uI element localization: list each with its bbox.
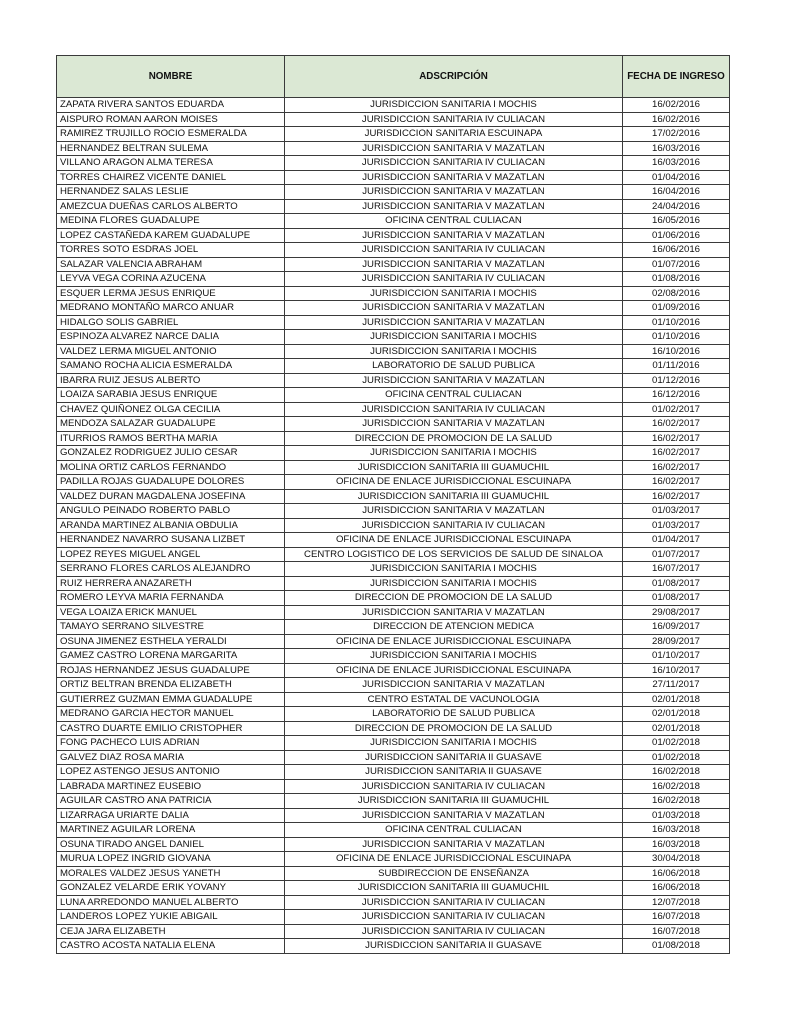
cell-nombre: MEDINA FLORES GUADALUPE [57,214,285,229]
cell-nombre: LOPEZ REYES MIGUEL ANGEL [57,547,285,562]
cell-nombre: LOPEZ ASTENGO JESUS ANTONIO [57,765,285,780]
cell-adscripcion: DIRECCION DE PROMOCION DE LA SALUD [285,431,623,446]
cell-fecha-de-ingreso: 16/07/2018 [623,924,730,939]
cell-fecha-de-ingreso: 01/10/2016 [623,315,730,330]
cell-adscripcion: SUBDIRECCION DE ENSEÑANZA [285,866,623,881]
table-row [57,489,730,504]
cell-nombre: GONZALEZ RODRIGUEZ JULIO CESAR [57,446,285,461]
cell-adscripcion: JURISDICCION SANITARIA I MOCHIS [285,286,623,301]
cell-fecha-de-ingreso: 02/01/2018 [623,692,730,707]
cell-fecha-de-ingreso: 01/12/2016 [623,373,730,388]
table-row [57,301,730,316]
table-row [57,199,730,214]
cell-nombre: AMEZCUA DUEÑAS CARLOS ALBERTO [57,199,285,214]
cell-nombre: HERNANDEZ BELTRAN SULEMA [57,141,285,156]
cell-adscripcion: JURISDICCION SANITARIA V MAZATLAN [285,605,623,620]
cell-nombre: MARTINEZ AGUILAR LORENA [57,823,285,838]
table-row [57,156,730,171]
table-row [57,272,730,287]
cell-fecha-de-ingreso: 16/03/2016 [623,141,730,156]
cell-fecha-de-ingreso: 01/11/2016 [623,359,730,374]
table-row [57,866,730,881]
table-row [57,736,730,751]
table-row [57,707,730,722]
cell-adscripcion: JURISDICCION SANITARIA I MOCHIS [285,330,623,345]
cell-fecha-de-ingreso: 01/06/2016 [623,228,730,243]
cell-adscripcion: OFICINA DE ENLACE JURISDICCIONAL ESCUINAPA [285,533,623,548]
cell-fecha-de-ingreso: 30/04/2018 [623,852,730,867]
cell-nombre: SALAZAR VALENCIA ABRAHAM [57,257,285,272]
cell-adscripcion: JURISDICCION SANITARIA IV CULIACAN [285,243,623,258]
table-row [57,518,730,533]
cell-fecha-de-ingreso: 16/02/2018 [623,794,730,809]
cell-nombre: ZAPATA RIVERA SANTOS EDUARDA [57,98,285,113]
table-row [57,678,730,693]
cell-fecha-de-ingreso: 16/06/2018 [623,866,730,881]
cell-nombre: VEGA LOAIZA ERICK MANUEL [57,605,285,620]
cell-adscripcion: LABORATORIO DE SALUD PUBLICA [285,707,623,722]
table-row [57,359,730,374]
cell-nombre: MURUA LOPEZ INGRID GIOVANA [57,852,285,867]
cell-fecha-de-ingreso: 16/06/2016 [623,243,730,258]
cell-nombre: PADILLA ROJAS GUADALUPE DOLORES [57,475,285,490]
cell-adscripcion: JURISDICCION SANITARIA IV CULIACAN [285,779,623,794]
cell-fecha-de-ingreso: 16/07/2018 [623,910,730,925]
table-row [57,649,730,664]
table-row [57,794,730,809]
cell-nombre: MOLINA ORTIZ CARLOS FERNANDO [57,460,285,475]
table-row [57,475,730,490]
cell-nombre: ANGULO PEINADO ROBERTO PABLO [57,504,285,519]
cell-adscripcion: JURISDICCION SANITARIA III GUAMUCHIL [285,460,623,475]
cell-fecha-de-ingreso: 16/10/2016 [623,344,730,359]
cell-nombre: TORRES SOTO ESDRAS JOEL [57,243,285,258]
cell-fecha-de-ingreso: 28/09/2017 [623,634,730,649]
table-row [57,620,730,635]
cell-fecha-de-ingreso: 16/06/2018 [623,881,730,896]
table-row [57,243,730,258]
cell-adscripcion: JURISDICCION SANITARIA I MOCHIS [285,98,623,113]
cell-adscripcion: JURISDICCION SANITARIA V MAZATLAN [285,373,623,388]
cell-nombre: LIZARRAGA URIARTE DALIA [57,808,285,823]
cell-adscripcion: JURISDICCION SANITARIA IV CULIACAN [285,910,623,925]
cell-adscripcion: JURISDICCION SANITARIA IV CULIACAN [285,272,623,287]
personnel-table [56,55,730,954]
cell-nombre: CEJA JARA ELIZABETH [57,924,285,939]
table-row [57,446,730,461]
cell-nombre: ESPINOZA ALVAREZ NARCE DALIA [57,330,285,345]
cell-fecha-de-ingreso: 27/11/2017 [623,678,730,693]
cell-adscripcion: JURISDICCION SANITARIA IV CULIACAN [285,895,623,910]
cell-adscripcion: OFICINA CENTRAL CULIACAN [285,388,623,403]
cell-nombre: LEYVA VEGA CORINA AZUCENA [57,272,285,287]
cell-adscripcion: JURISDICCION SANITARIA V MAZATLAN [285,504,623,519]
cell-nombre: MEDRANO GARCIA HECTOR MANUEL [57,707,285,722]
cell-adscripcion: JURISDICCION SANITARIA IV CULIACAN [285,924,623,939]
table-row [57,808,730,823]
cell-nombre: LOAIZA SARABIA JESUS ENRIQUE [57,388,285,403]
cell-adscripcion: JURISDICCION SANITARIA ESCUINAPA [285,127,623,142]
cell-nombre: LUNA ARREDONDO MANUEL ALBERTO [57,895,285,910]
table-header-row [57,56,730,98]
cell-fecha-de-ingreso: 16/02/2018 [623,765,730,780]
cell-fecha-de-ingreso: 16/12/2016 [623,388,730,403]
cell-fecha-de-ingreso: 16/02/2017 [623,431,730,446]
cell-fecha-de-ingreso: 16/02/2016 [623,98,730,113]
cell-fecha-de-ingreso: 02/01/2018 [623,707,730,722]
cell-adscripcion: JURISDICCION SANITARIA I MOCHIS [285,562,623,577]
cell-adscripcion: JURISDICCION SANITARIA V MAZATLAN [285,199,623,214]
cell-nombre: RAMIREZ TRUJILLO ROCIO ESMERALDA [57,127,285,142]
cell-fecha-de-ingreso: 02/08/2016 [623,286,730,301]
cell-fecha-de-ingreso: 01/08/2016 [623,272,730,287]
cell-nombre: MEDRANO MONTAÑO MARCO ANUAR [57,301,285,316]
cell-nombre: CHAVEZ QUIÑONEZ OLGA CECILIA [57,402,285,417]
table-row [57,663,730,678]
table-row [57,634,730,649]
cell-nombre: TORRES CHAIREZ VICENTE DANIEL [57,170,285,185]
cell-nombre: MORALES VALDEZ JESUS YANETH [57,866,285,881]
cell-fecha-de-ingreso: 01/08/2018 [623,939,730,954]
table-row [57,344,730,359]
table-body [57,98,730,954]
cell-adscripcion: OFICINA DE ENLACE JURISDICCIONAL ESCUINAPA [285,852,623,867]
cell-adscripcion: JURISDICCION SANITARIA I MOCHIS [285,649,623,664]
cell-nombre: ORTIZ BELTRAN BRENDA ELIZABETH [57,678,285,693]
cell-fecha-de-ingreso: 17/02/2016 [623,127,730,142]
table-row [57,315,730,330]
cell-adscripcion: JURISDICCION SANITARIA V MAZATLAN [285,257,623,272]
cell-nombre: ARANDA MARTINEZ ALBANIA OBDULIA [57,518,285,533]
cell-fecha-de-ingreso: 16/02/2017 [623,446,730,461]
cell-nombre: HERNANDEZ SALAS LESLIE [57,185,285,200]
cell-nombre: CASTRO DUARTE EMILIO CRISTOPHER [57,721,285,736]
cell-fecha-de-ingreso: 01/09/2016 [623,301,730,316]
cell-nombre: HIDALGO SOLIS GABRIEL [57,315,285,330]
table-row [57,214,730,229]
cell-fecha-de-ingreso: 01/10/2017 [623,649,730,664]
cell-fecha-de-ingreso: 16/02/2017 [623,460,730,475]
cell-adscripcion: JURISDICCION SANITARIA III GUAMUCHIL [285,881,623,896]
cell-fecha-de-ingreso: 29/08/2017 [623,605,730,620]
cell-nombre: SAMANO ROCHA ALICIA ESMERALDA [57,359,285,374]
table-row [57,257,730,272]
header-fecha-de-ingreso: FECHA DE INGRESO [623,56,730,98]
cell-nombre: AISPURO ROMAN AARON MOISES [57,112,285,127]
cell-adscripcion: JURISDICCION SANITARIA II GUASAVE [285,750,623,765]
table-row [57,112,730,127]
cell-adscripcion: LABORATORIO DE SALUD PUBLICA [285,359,623,374]
cell-adscripcion: JURISDICCION SANITARIA V MAZATLAN [285,315,623,330]
cell-nombre: LABRADA MARTINEZ EUSEBIO [57,779,285,794]
cell-fecha-de-ingreso: 16/10/2017 [623,663,730,678]
cell-fecha-de-ingreso: 01/08/2017 [623,576,730,591]
cell-adscripcion: JURISDICCION SANITARIA V MAZATLAN [285,301,623,316]
cell-adscripcion: JURISDICCION SANITARIA V MAZATLAN [285,837,623,852]
cell-nombre: OSUNA TIRADO ANGEL DANIEL [57,837,285,852]
table-row [57,895,730,910]
cell-adscripcion: JURISDICCION SANITARIA V MAZATLAN [285,808,623,823]
cell-adscripcion: JURISDICCION SANITARIA V MAZATLAN [285,141,623,156]
cell-nombre: VALDEZ LERMA MIGUEL ANTONIO [57,344,285,359]
table-row [57,910,730,925]
table-row [57,605,730,620]
cell-fecha-de-ingreso: 16/02/2016 [623,112,730,127]
cell-adscripcion: CENTRO LOGISTICO DE LOS SERVICIOS DE SALUD DE SINALOA [285,547,623,562]
cell-adscripcion: JURISDICCION SANITARIA I MOCHIS [285,446,623,461]
cell-fecha-de-ingreso: 01/03/2018 [623,808,730,823]
cell-adscripcion: CENTRO ESTATAL DE VACUNOLOGIA [285,692,623,707]
cell-adscripcion: JURISDICCION SANITARIA III GUAMUCHIL [285,489,623,504]
cell-fecha-de-ingreso: 16/03/2018 [623,837,730,852]
cell-fecha-de-ingreso: 24/04/2016 [623,199,730,214]
cell-nombre: ITURRIOS RAMOS BERTHA MARIA [57,431,285,446]
cell-nombre: OSUNA JIMENEZ ESTHELA YERALDI [57,634,285,649]
table-row [57,779,730,794]
cell-adscripcion: JURISDICCION SANITARIA III GUAMUCHIL [285,794,623,809]
cell-fecha-de-ingreso: 02/01/2018 [623,721,730,736]
cell-adscripcion: JURISDICCION SANITARIA V MAZATLAN [285,170,623,185]
table-row [57,823,730,838]
table-row [57,98,730,113]
table-row [57,185,730,200]
table-row [57,141,730,156]
table-row [57,373,730,388]
table-row [57,576,730,591]
cell-nombre: LOPEZ CASTAÑEDA KAREM GUADALUPE [57,228,285,243]
header-nombre: NOMBRE [57,56,285,98]
cell-nombre: VALDEZ DURAN MAGDALENA JOSEFINA [57,489,285,504]
table-row [57,939,730,954]
cell-fecha-de-ingreso: 12/07/2018 [623,895,730,910]
cell-adscripcion: OFICINA CENTRAL CULIACAN [285,214,623,229]
cell-fecha-de-ingreso: 01/03/2017 [623,518,730,533]
cell-fecha-de-ingreso: 01/03/2017 [623,504,730,519]
cell-fecha-de-ingreso: 01/04/2017 [623,533,730,548]
cell-fecha-de-ingreso: 16/03/2018 [623,823,730,838]
cell-nombre: HERNANDEZ NAVARRO SUSANA LIZBET [57,533,285,548]
table-row [57,721,730,736]
cell-fecha-de-ingreso: 16/02/2017 [623,417,730,432]
cell-fecha-de-ingreso: 01/02/2018 [623,750,730,765]
cell-adscripcion: JURISDICCION SANITARIA IV CULIACAN [285,518,623,533]
cell-fecha-de-ingreso: 01/07/2017 [623,547,730,562]
table-row [57,417,730,432]
cell-fecha-de-ingreso: 16/05/2016 [623,214,730,229]
cell-adscripcion: JURISDICCION SANITARIA IV CULIACAN [285,402,623,417]
table-row [57,330,730,345]
cell-adscripcion: JURISDICCION SANITARIA V MAZATLAN [285,228,623,243]
cell-fecha-de-ingreso: 16/02/2018 [623,779,730,794]
cell-adscripcion: JURISDICCION SANITARIA V MAZATLAN [285,417,623,432]
cell-adscripcion: JURISDICCION SANITARIA I MOCHIS [285,576,623,591]
cell-nombre: RUIZ HERRERA ANAZARETH [57,576,285,591]
cell-fecha-de-ingreso: 16/02/2017 [623,489,730,504]
cell-nombre: GALVEZ DIAZ ROSA MARIA [57,750,285,765]
cell-nombre: AGUILAR CASTRO ANA PATRICIA [57,794,285,809]
cell-fecha-de-ingreso: 01/07/2016 [623,257,730,272]
table-row [57,388,730,403]
cell-fecha-de-ingreso: 01/02/2018 [623,736,730,751]
cell-nombre: ROMERO LEYVA MARIA FERNANDA [57,591,285,606]
cell-fecha-de-ingreso: 01/04/2016 [623,170,730,185]
cell-fecha-de-ingreso: 16/03/2016 [623,156,730,171]
table-row [57,504,730,519]
table-row [57,431,730,446]
table-row [57,402,730,417]
cell-adscripcion: OFICINA DE ENLACE JURISDICCIONAL ESCUINAPA [285,663,623,678]
cell-adscripcion: JURISDICCION SANITARIA IV CULIACAN [285,112,623,127]
table-row [57,460,730,475]
cell-nombre: FONG PACHECO LUIS ADRIAN [57,736,285,751]
table-row [57,881,730,896]
cell-fecha-de-ingreso: 01/08/2017 [623,591,730,606]
cell-adscripcion: DIRECCION DE ATENCION MEDICA [285,620,623,635]
cell-fecha-de-ingreso: 16/07/2017 [623,562,730,577]
cell-fecha-de-ingreso: 16/02/2017 [623,475,730,490]
cell-fecha-de-ingreso: 01/10/2016 [623,330,730,345]
table-row [57,837,730,852]
cell-nombre: GAMEZ CASTRO LORENA MARGARITA [57,649,285,664]
cell-nombre: GUTIERREZ GUZMAN EMMA GUADALUPE [57,692,285,707]
cell-adscripcion: JURISDICCION SANITARIA IV CULIACAN [285,156,623,171]
cell-nombre: SERRANO FLORES CARLOS ALEJANDRO [57,562,285,577]
header-adscripcion: ADSCRIPCIÓN [285,56,623,98]
cell-adscripcion: OFICINA DE ENLACE JURISDICCIONAL ESCUINAPA [285,634,623,649]
cell-nombre: TAMAYO SERRANO SILVESTRE [57,620,285,635]
table-row [57,533,730,548]
cell-nombre: ROJAS HERNANDEZ JESUS GUADALUPE [57,663,285,678]
table-row [57,924,730,939]
table-row [57,591,730,606]
table-row [57,547,730,562]
table-row [57,562,730,577]
cell-adscripcion: JURISDICCION SANITARIA II GUASAVE [285,939,623,954]
cell-nombre: ESQUER LERMA JESUS ENRIQUE [57,286,285,301]
cell-adscripcion: JURISDICCION SANITARIA V MAZATLAN [285,185,623,200]
cell-nombre: VILLANO ARAGON ALMA TERESA [57,156,285,171]
cell-fecha-de-ingreso: 16/09/2017 [623,620,730,635]
table-row [57,852,730,867]
table-row [57,228,730,243]
cell-fecha-de-ingreso: 16/04/2016 [623,185,730,200]
cell-adscripcion: JURISDICCION SANITARIA II GUASAVE [285,765,623,780]
cell-adscripcion: DIRECCION DE PROMOCION DE LA SALUD [285,721,623,736]
cell-fecha-de-ingreso: 01/02/2017 [623,402,730,417]
cell-nombre: MENDOZA SALAZAR GUADALUPE [57,417,285,432]
cell-adscripcion: OFICINA DE ENLACE JURISDICCIONAL ESCUINAPA [285,475,623,490]
table-row [57,750,730,765]
table-row [57,127,730,142]
cell-adscripcion: OFICINA CENTRAL CULIACAN [285,823,623,838]
cell-adscripcion: DIRECCION DE PROMOCION DE LA SALUD [285,591,623,606]
cell-nombre: GONZALEZ VELARDE ERIK YOVANY [57,881,285,896]
cell-nombre: LANDEROS LOPEZ YUKIE ABIGAIL [57,910,285,925]
cell-adscripcion: JURISDICCION SANITARIA I MOCHIS [285,736,623,751]
table-row [57,170,730,185]
cell-nombre: IBARRA RUIZ JESUS ALBERTO [57,373,285,388]
table-row [57,765,730,780]
cell-adscripcion: JURISDICCION SANITARIA I MOCHIS [285,344,623,359]
cell-nombre: CASTRO ACOSTA NATALIA ELENA [57,939,285,954]
cell-adscripcion: JURISDICCION SANITARIA V MAZATLAN [285,678,623,693]
table-row [57,692,730,707]
table-row [57,286,730,301]
